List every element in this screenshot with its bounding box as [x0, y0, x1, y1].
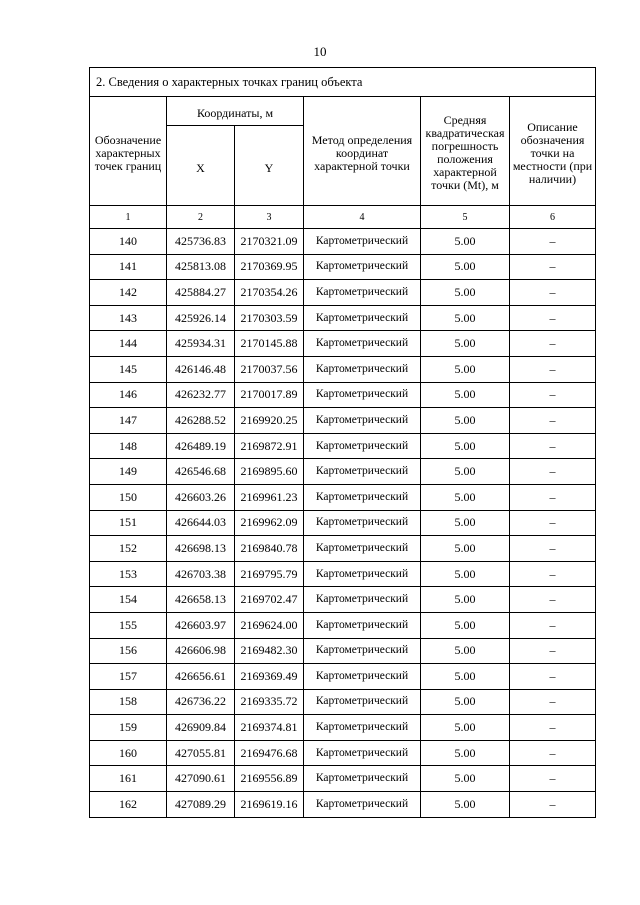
table-row	[90, 561, 596, 587]
cell-point: 152	[90, 536, 167, 562]
cell-description: –	[510, 766, 596, 792]
cell-x: 426909.84	[167, 715, 235, 741]
cell-mean-error: 5.00	[421, 408, 510, 434]
cell-y: 2169920.25	[235, 408, 304, 434]
cell-point: 147	[90, 408, 167, 434]
cell-method: Картометрический	[304, 715, 421, 741]
cell-point: 160	[90, 740, 167, 766]
cell-point: 156	[90, 638, 167, 664]
cell-method: Картометрический	[304, 740, 421, 766]
cell-y: 2169476.68	[235, 740, 304, 766]
cell-mean-error: 5.00	[421, 740, 510, 766]
cell-y: 2169795.79	[235, 561, 304, 587]
cell-y: 2170354.26	[235, 280, 304, 306]
cell-point: 151	[90, 510, 167, 536]
table-row	[90, 587, 596, 613]
cell-mean-error: 5.00	[421, 715, 510, 741]
cell-description: –	[510, 715, 596, 741]
table-row	[90, 536, 596, 562]
cell-y: 2170037.56	[235, 356, 304, 382]
section-title: 2. Сведения о характерных точках границ объекта	[90, 68, 596, 97]
cell-x: 427089.29	[167, 792, 235, 818]
cell-x: 425736.83	[167, 229, 235, 255]
cell-point: 148	[90, 433, 167, 459]
cell-mean-error: 5.00	[421, 280, 510, 306]
cell-mean-error: 5.00	[421, 356, 510, 382]
cell-mean-error: 5.00	[421, 561, 510, 587]
column-number: 1	[90, 206, 167, 229]
cell-point: 142	[90, 280, 167, 306]
table-row	[90, 459, 596, 485]
cell-mean-error: 5.00	[421, 459, 510, 485]
cell-point: 157	[90, 664, 167, 690]
cell-method: Картометрический	[304, 382, 421, 408]
cell-mean-error: 5.00	[421, 612, 510, 638]
column-number: 2	[167, 206, 235, 229]
cell-method: Картометрический	[304, 536, 421, 562]
cell-x: 426232.77	[167, 382, 235, 408]
cell-point: 141	[90, 254, 167, 280]
cell-method: Картометрический	[304, 331, 421, 357]
cell-method: Картометрический	[304, 408, 421, 434]
cell-mean-error: 5.00	[421, 433, 510, 459]
cell-description: –	[510, 536, 596, 562]
cell-description: –	[510, 433, 596, 459]
points-table-body	[90, 229, 596, 818]
header-method: Метод определения координат характерной точки	[304, 97, 421, 206]
cell-mean-error: 5.00	[421, 382, 510, 408]
cell-x: 426658.13	[167, 587, 235, 613]
cell-y: 2170369.95	[235, 254, 304, 280]
cell-method: Картометрический	[304, 356, 421, 382]
cell-point: 149	[90, 459, 167, 485]
cell-mean-error: 5.00	[421, 305, 510, 331]
table-row	[90, 356, 596, 382]
cell-mean-error: 5.00	[421, 229, 510, 255]
cell-mean-error: 5.00	[421, 766, 510, 792]
cell-point: 143	[90, 305, 167, 331]
cell-point: 154	[90, 587, 167, 613]
cell-x: 426546.68	[167, 459, 235, 485]
cell-description: –	[510, 510, 596, 536]
cell-y: 2170303.59	[235, 305, 304, 331]
header-x: X	[167, 126, 235, 206]
cell-y: 2169624.00	[235, 612, 304, 638]
cell-mean-error: 5.00	[421, 638, 510, 664]
header-y: Y	[235, 126, 304, 206]
cell-x: 426644.03	[167, 510, 235, 536]
table-row	[90, 229, 596, 255]
column-number: 5	[421, 206, 510, 229]
cell-point: 159	[90, 715, 167, 741]
cell-method: Картометрический	[304, 664, 421, 690]
table-row	[90, 433, 596, 459]
page-number: 10	[313, 44, 327, 59]
cell-method: Картометрический	[304, 305, 421, 331]
cell-description: –	[510, 305, 596, 331]
cell-point: 144	[90, 331, 167, 357]
cell-mean-error: 5.00	[421, 536, 510, 562]
cell-mean-error: 5.00	[421, 587, 510, 613]
header-description: Описание обозначения точки на местности (при наличии)	[510, 97, 596, 206]
cell-method: Картометрический	[304, 433, 421, 459]
cell-method: Картометрический	[304, 612, 421, 638]
cell-method: Картометрический	[304, 792, 421, 818]
cell-mean-error: 5.00	[421, 331, 510, 357]
cell-description: –	[510, 561, 596, 587]
cell-y: 2169840.78	[235, 536, 304, 562]
cell-y: 2169962.09	[235, 510, 304, 536]
header-point-designation: Обозначение характерных точек границ	[90, 97, 167, 206]
cell-mean-error: 5.00	[421, 792, 510, 818]
cell-method: Картометрический	[304, 561, 421, 587]
table-row	[90, 792, 596, 818]
cell-x: 425934.31	[167, 331, 235, 357]
cell-y: 2169895.60	[235, 459, 304, 485]
cell-y: 2169482.30	[235, 638, 304, 664]
cell-description: –	[510, 612, 596, 638]
cell-point: 162	[90, 792, 167, 818]
cell-y: 2169369.49	[235, 664, 304, 690]
table-row	[90, 510, 596, 536]
cell-y: 2169961.23	[235, 484, 304, 510]
cell-x: 426603.97	[167, 612, 235, 638]
table-row	[90, 612, 596, 638]
cell-y: 2169619.16	[235, 792, 304, 818]
cell-x: 426288.52	[167, 408, 235, 434]
cell-description: –	[510, 254, 596, 280]
column-number: 3	[235, 206, 304, 229]
cell-y: 2170321.09	[235, 229, 304, 255]
cell-description: –	[510, 638, 596, 664]
table-row	[90, 664, 596, 690]
cell-method: Картометрический	[304, 587, 421, 613]
cell-x: 426703.38	[167, 561, 235, 587]
cell-y: 2169374.81	[235, 715, 304, 741]
cell-method: Картометрический	[304, 766, 421, 792]
cell-y: 2169335.72	[235, 689, 304, 715]
cell-point: 140	[90, 229, 167, 255]
cell-method: Картометрический	[304, 484, 421, 510]
table-row	[90, 382, 596, 408]
header-mean-error: Средняя квадратическая погрешность положения характерной точки (Mt), м	[421, 97, 510, 206]
cell-description: –	[510, 740, 596, 766]
table-row	[90, 331, 596, 357]
cell-x: 426146.48	[167, 356, 235, 382]
table-row	[90, 766, 596, 792]
cell-y: 2169556.89	[235, 766, 304, 792]
cell-description: –	[510, 664, 596, 690]
cell-y: 2169702.47	[235, 587, 304, 613]
cell-x: 426656.61	[167, 664, 235, 690]
cell-description: –	[510, 587, 596, 613]
cell-x: 426603.26	[167, 484, 235, 510]
table-row	[90, 484, 596, 510]
header-coordinates: Координаты, м	[167, 97, 304, 126]
cell-description: –	[510, 459, 596, 485]
cell-method: Картометрический	[304, 229, 421, 255]
cell-x: 425926.14	[167, 305, 235, 331]
cell-point: 145	[90, 356, 167, 382]
cell-x: 427090.61	[167, 766, 235, 792]
cell-x: 425884.27	[167, 280, 235, 306]
cell-method: Картометрический	[304, 510, 421, 536]
column-number: 6	[510, 206, 596, 229]
cell-description: –	[510, 689, 596, 715]
cell-point: 146	[90, 382, 167, 408]
cell-mean-error: 5.00	[421, 689, 510, 715]
cell-x: 426606.98	[167, 638, 235, 664]
cell-mean-error: 5.00	[421, 254, 510, 280]
table-row	[90, 740, 596, 766]
cell-mean-error: 5.00	[421, 664, 510, 690]
cell-description: –	[510, 484, 596, 510]
cell-description: –	[510, 331, 596, 357]
cell-point: 158	[90, 689, 167, 715]
cell-x: 426736.22	[167, 689, 235, 715]
cell-point: 153	[90, 561, 167, 587]
cell-y: 2169872.91	[235, 433, 304, 459]
table-row	[90, 305, 596, 331]
cell-point: 150	[90, 484, 167, 510]
cell-y: 2170017.89	[235, 382, 304, 408]
table-row	[90, 254, 596, 280]
cell-description: –	[510, 356, 596, 382]
cell-x: 425813.08	[167, 254, 235, 280]
column-number-row	[90, 206, 596, 229]
cell-x: 426698.13	[167, 536, 235, 562]
cell-point: 155	[90, 612, 167, 638]
cell-method: Картометрический	[304, 280, 421, 306]
cell-x: 426489.19	[167, 433, 235, 459]
table-row	[90, 638, 596, 664]
cell-mean-error: 5.00	[421, 484, 510, 510]
table-row	[90, 689, 596, 715]
cell-description: –	[510, 408, 596, 434]
cell-method: Картометрический	[304, 459, 421, 485]
cell-description: –	[510, 229, 596, 255]
cell-x: 427055.81	[167, 740, 235, 766]
column-number: 4	[304, 206, 421, 229]
cell-description: –	[510, 382, 596, 408]
boundary-points-table	[89, 67, 596, 818]
cell-mean-error: 5.00	[421, 510, 510, 536]
cell-point: 161	[90, 766, 167, 792]
cell-method: Картометрический	[304, 638, 421, 664]
cell-description: –	[510, 792, 596, 818]
cell-method: Картометрический	[304, 689, 421, 715]
table-row	[90, 715, 596, 741]
table-row	[90, 408, 596, 434]
cell-method: Картометрический	[304, 254, 421, 280]
table-row	[90, 280, 596, 306]
cell-y: 2170145.88	[235, 331, 304, 357]
cell-description: –	[510, 280, 596, 306]
